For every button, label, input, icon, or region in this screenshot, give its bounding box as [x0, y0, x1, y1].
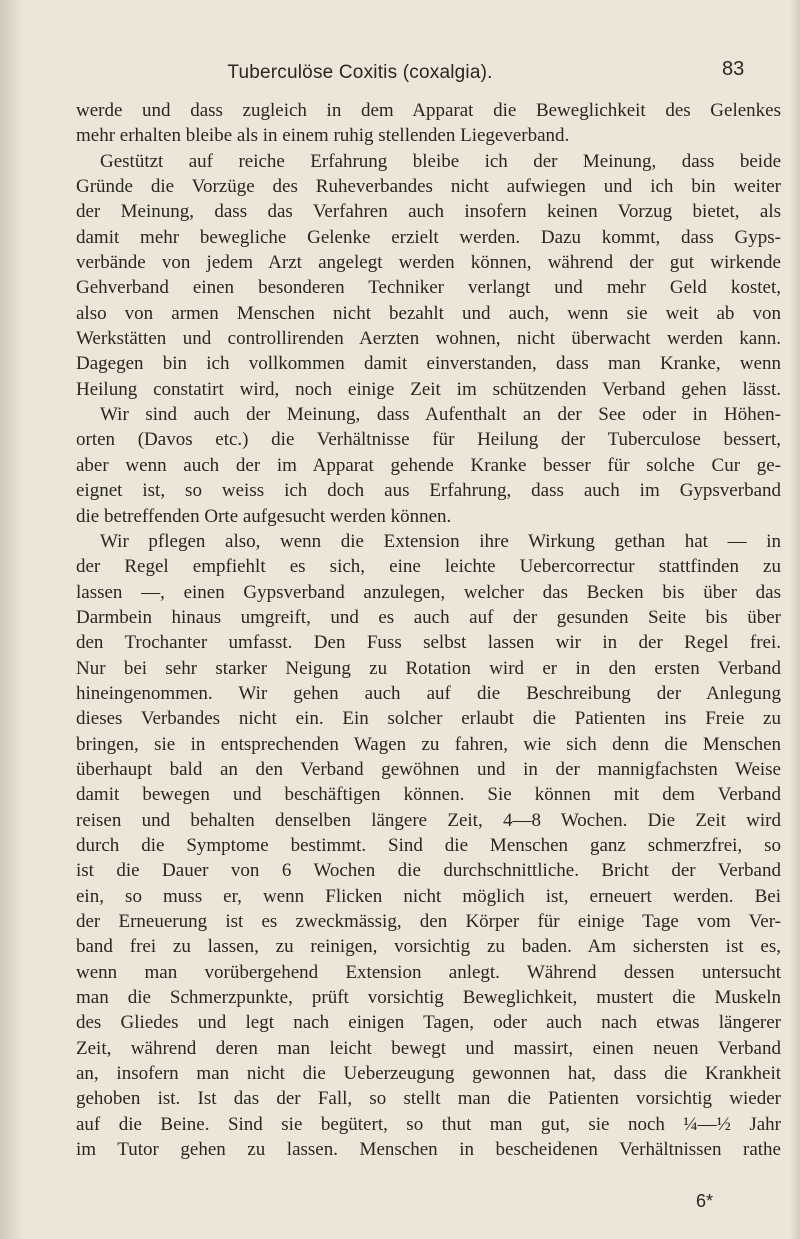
- text-line: der Meinung, dass das Verfahren auch insofern keinen Vorzug bietet, als: [76, 201, 781, 223]
- text-line: werde und dass zugleich in dem Apparat die Beweglichkeit des Gelenkes: [76, 100, 781, 121]
- text-line: orten (Davos etc.) die Verhältnisse für Heilung der Tuberculose bessert,: [76, 429, 781, 451]
- text-line: Gründe die Vorzüge des Ruheverbandes nicht aufwiegen und ich bin weiter: [76, 176, 781, 198]
- text-line: ein, so muss er, wenn Flicken nicht möglich ist, erneuert werden. Bei: [76, 885, 781, 907]
- text-line: Wir sind auch der Meinung, dass Aufenthalt an der See oder in Höhen-: [100, 404, 781, 426]
- text-line: auf die Beine. Sind sie begütert, so thut man gut, sie noch ¼—½ Jahr: [76, 1113, 781, 1135]
- text-line: im Tutor gehen zu lassen. Menschen in bescheidenen Verhältnissen rathe: [76, 1139, 781, 1161]
- text-line: Wir pflegen also, wenn die Extension ihre Wirkung gethan hat — in: [100, 530, 781, 552]
- text-line: mehr erhalten bleibe als in einem ruhig stellenden Liegeverband.: [76, 125, 570, 147]
- text-line: Heilung constatirt wird, noch einige Zeit im schützenden Verband gehen lässt.: [76, 378, 781, 400]
- text-line: durch die Symptome bestimmt. Sind die Menschen ganz schmerzfrei, so: [76, 834, 781, 856]
- text-line: Gestützt auf reiche Erfahrung bleibe ich der Meinung, dass beide: [100, 150, 781, 172]
- page-number: 83: [722, 58, 745, 80]
- text-line: Dagegen bin ich vollkommen damit einverstanden, dass man Kranke, wenn: [76, 353, 781, 375]
- text-line: man die Schmerzpunkte, prüft vorsichtig Beweglichkeit, mustert die Muskeln: [76, 987, 781, 1009]
- text-line: aber wenn auch der im Apparat gehende Kranke besser für solche Cur ge-: [76, 454, 781, 476]
- text-line: lassen —, einen Gypsverband anzulegen, welcher das Becken bis über das: [76, 581, 781, 603]
- text-line: band frei zu lassen, zu reinigen, vorsichtig zu baden. Am sichersten ist es,: [76, 936, 781, 958]
- text-line: eignet ist, so weiss ich doch aus Erfahrung, dass auch im Gypsverband: [76, 480, 781, 502]
- text-line: gehoben ist. Ist das der Fall, so stellt man die Patienten vorsichtig wieder: [76, 1088, 781, 1110]
- text-line: überhaupt bald an den Verband gewöhnen und in der mannigfachsten Weise: [76, 758, 781, 780]
- page-edge-right: [790, 0, 800, 1239]
- body-text: [76, 98, 781, 1162]
- text-line: an, insofern man nicht die Ueberzeugung gewonnen hat, dass die Krankheit: [76, 1063, 781, 1085]
- text-line: ist die Dauer von 6 Wochen die durchschnittliche. Bricht der Verband: [76, 860, 781, 882]
- text-line: der Regel empfiehlt es sich, eine leichte Uebercorrectur stattfinden zu: [76, 556, 781, 578]
- text-line: Nur bei sehr starker Neigung zu Rotation wird er in den ersten Verband: [76, 657, 781, 679]
- signature-mark: 6*: [696, 1191, 714, 1211]
- text-line: Zeit, während deren man leicht bewegt und massirt, einen neuen Verband: [76, 1037, 781, 1059]
- text-line: Darmbein hinaus umgreift, und es auch auf der gesunden Seite bis über: [76, 606, 781, 628]
- text-line: damit mehr bewegliche Gelenke erzielt werden. Dazu kommt, dass Gyps-: [76, 226, 781, 248]
- text-line: verbände von jedem Arzt angelegt werden können, während der gut wirkende: [76, 252, 781, 274]
- text-line: hineingenommen. Wir gehen auch auf die Beschreibung der Anlegung: [76, 682, 781, 704]
- text-line: wenn man vorübergehend Extension anlegt. Während dessen untersucht: [76, 961, 781, 983]
- text-line: dieses Verbandes nicht ein. Ein solcher erlaubt die Patienten ins Freie zu: [76, 708, 781, 730]
- text-line: Werkstätten und controllirenden Aerzten wohnen, nicht überwacht werden kann.: [76, 328, 781, 350]
- text-line: des Gliedes und legt nach einigen Tagen, oder auch nach etwas längerer: [76, 1012, 781, 1034]
- page-edge-left: [0, 0, 22, 1239]
- text-line: den Trochanter umfasst. Den Fuss selbst lassen wir in der Regel frei.: [76, 632, 781, 654]
- running-title: Tuberculöse Coxitis (coxalgia).: [227, 62, 493, 83]
- text-line: reisen und behalten denselben längere Zeit, 4—8 Wochen. Die Zeit wird: [76, 809, 781, 831]
- text-line: also von armen Menschen nicht bezahlt und auch, wenn sie weit ab von: [76, 302, 781, 324]
- text-line: die betreffenden Orte aufgesucht werden können.: [76, 505, 452, 527]
- text-line: bringen, sie in entsprechenden Wagen zu fahren, wie sich denn die Menschen: [76, 733, 781, 755]
- text-line: der Erneuerung ist es zweckmässig, den Körper für einige Tage vom Ver-: [76, 911, 781, 932]
- text-line: damit bewegen und beschäftigen können. Sie können mit dem Verband: [76, 784, 781, 806]
- text-line: Gehverband einen besonderen Techniker verlangt und mehr Geld kostet,: [76, 277, 781, 299]
